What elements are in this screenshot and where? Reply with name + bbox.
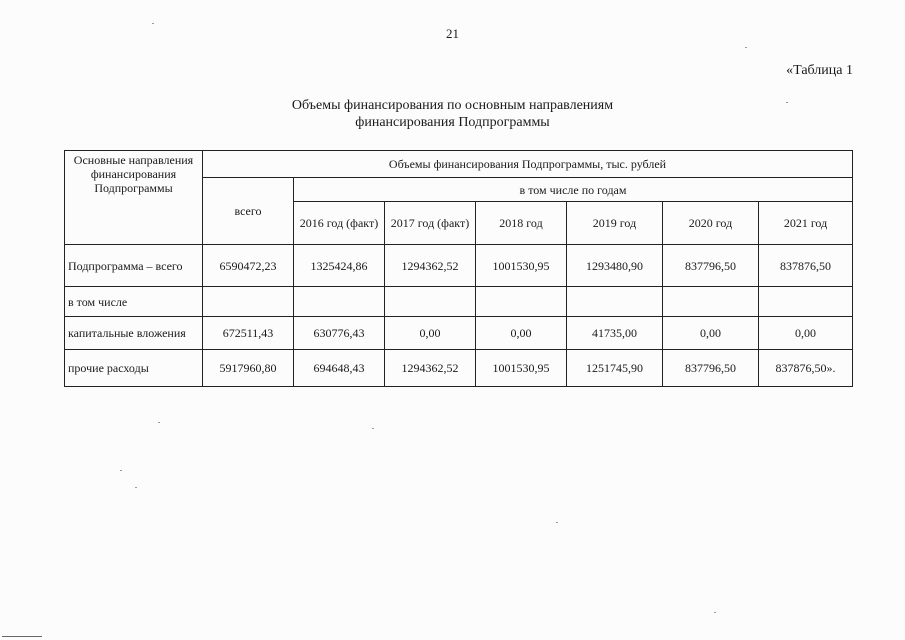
cell-total: 672511,43 <box>203 317 294 350</box>
header-year: 2020 год <box>663 202 759 245</box>
page-number: 21 <box>446 26 459 41</box>
scan-speck <box>120 470 122 471</box>
cell-value: 0,00 <box>385 317 476 350</box>
cell-value: 1251745,90 <box>567 350 663 387</box>
cell-value: 0,00 <box>476 317 567 350</box>
header-year: 2019 год <box>567 202 663 245</box>
header-directions: Основные направления финансирования Подпрограммы <box>65 151 203 245</box>
cell-total <box>203 287 294 317</box>
title-line-2: финансирования Подпрограммы <box>355 115 550 130</box>
header-by-years: в том числе по годам <box>294 178 853 202</box>
table-row <box>65 317 853 350</box>
cell-value <box>567 287 663 317</box>
cell-value: 837876,50». <box>759 350 853 387</box>
cell-value: 694648,43 <box>294 350 385 387</box>
table-row <box>65 350 853 387</box>
scan-speck <box>158 422 160 423</box>
cell-value: 1001530,95 <box>476 245 567 287</box>
cell-value <box>294 287 385 317</box>
cell-value: 1325424,86 <box>294 245 385 287</box>
row-label: в том числе <box>65 287 203 317</box>
scan-speck <box>786 102 788 103</box>
footer-rule <box>2 636 42 637</box>
scan-speck <box>714 612 716 613</box>
table-row <box>65 245 853 287</box>
cell-value: 41735,00 <box>567 317 663 350</box>
cell-value: 630776,43 <box>294 317 385 350</box>
cell-value: 0,00 <box>663 317 759 350</box>
cell-value: 1294362,52 <box>385 245 476 287</box>
header-year: 2017 год (факт) <box>385 202 476 245</box>
header-year: 2021 год <box>759 202 853 245</box>
table-row <box>65 287 853 317</box>
header-total: всего <box>203 178 294 245</box>
cell-value: 837796,50 <box>663 350 759 387</box>
scan-speck <box>135 487 137 488</box>
cell-value: 837876,50 <box>759 245 853 287</box>
header-year: 2016 год (факт) <box>294 202 385 245</box>
row-label: Подпрограмма – всего <box>65 245 203 287</box>
header-volumes: Объемы финансирования Подпрограммы, тыс. рублей <box>203 151 853 178</box>
cell-value: 0,00 <box>759 317 853 350</box>
title-line-1: Объемы финансирования по основным направлениям <box>291 98 614 113</box>
scan-speck <box>745 47 747 48</box>
cell-value: 1294362,52 <box>385 350 476 387</box>
financing-table <box>64 150 853 387</box>
cell-value: 837796,50 <box>663 245 759 287</box>
header-year: 2018 год <box>476 202 567 245</box>
cell-total: 6590472,23 <box>203 245 294 287</box>
cell-value <box>663 287 759 317</box>
row-label: капитальные вложения <box>65 317 203 350</box>
cell-value <box>759 287 853 317</box>
cell-value: 1293480,90 <box>567 245 663 287</box>
cell-value <box>476 287 567 317</box>
scan-speck <box>152 23 154 24</box>
cell-value: 1001530,95 <box>476 350 567 387</box>
scan-speck <box>372 428 374 429</box>
row-label: прочие расходы <box>65 350 203 387</box>
document-title <box>0 97 905 131</box>
table-label: «Таблица 1 <box>786 63 853 78</box>
scan-speck <box>556 522 558 523</box>
cell-total: 5917960,80 <box>203 350 294 387</box>
cell-value <box>385 287 476 317</box>
